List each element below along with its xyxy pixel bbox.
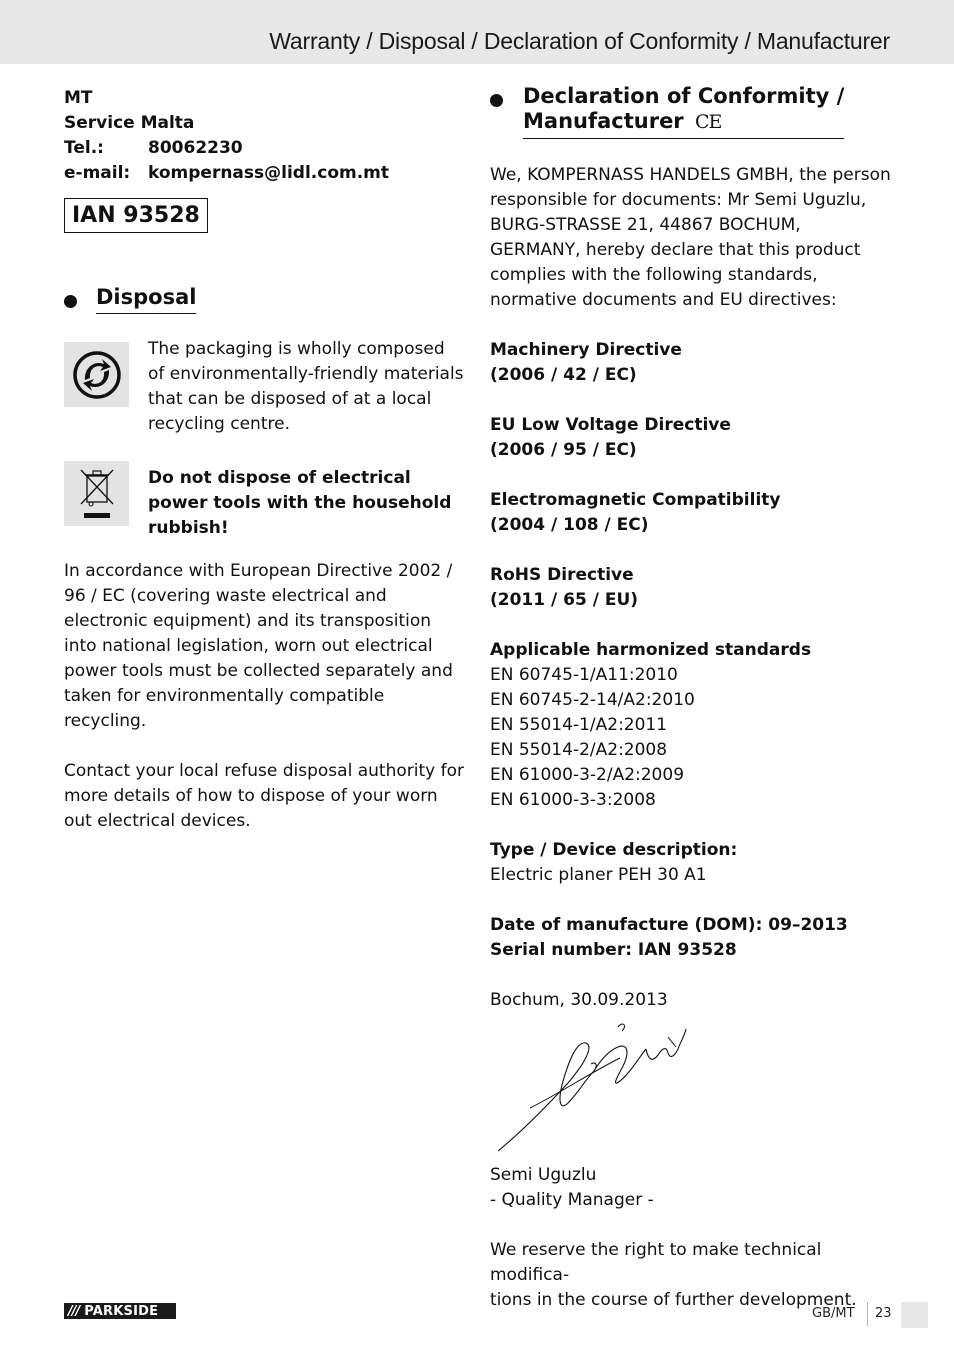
page-title: Warranty / Disposal / Declaration of Conformity / Manufacturer [269, 28, 890, 54]
directive-name: Electromagnetic Compatibility [490, 490, 781, 510]
directive-machinery [490, 338, 895, 388]
directive-emc [490, 488, 895, 538]
signature [490, 1013, 895, 1163]
crossed-bin-icon [64, 461, 129, 526]
type-label: Type / Device description: [490, 840, 738, 860]
directive-name: Machinery Directive [490, 340, 682, 360]
directive-name: RoHS Directive [490, 565, 634, 585]
signer-role: - Quality Manager - [490, 1190, 654, 1210]
declaration-title-line1: Declaration of Conformity / [523, 84, 845, 108]
left-column [64, 86, 464, 834]
footer-language: GB/MT [812, 1306, 855, 1321]
logo-brand: PARKSIDE [84, 1303, 159, 1319]
directive-rohs [490, 563, 895, 613]
email-label: e-mail: [64, 163, 131, 183]
footer-tab [901, 1302, 928, 1328]
directive-code: (2011 / 65 / EU) [490, 590, 639, 610]
recycling-icon [64, 342, 129, 407]
logo-slashes: /// [68, 1303, 80, 1319]
place-date: Bochum, 30.09.2013 [490, 990, 668, 1010]
standard-item: EN 61000-3-2/A2:2009 [490, 765, 685, 785]
parkside-logo [64, 1303, 176, 1319]
declaration-title-line2: Manufacturer [523, 109, 684, 133]
page-number: 23 [875, 1306, 892, 1321]
weee-row [64, 461, 464, 541]
tel-label: Tel.: [64, 138, 104, 158]
declaration-intro: We, KOMPERNASS HANDELS GMBH, the person responsible for documents: Mr Semi Uguzlu, BURG-STRASSE 21, 44867 BOCHUM, GERMANY, hereby declare that this product complies with the following standards, normative documents and EU directives: [490, 165, 891, 310]
contact-service: Service Malta [64, 113, 195, 133]
directive-code: (2006 / 95 / EC) [490, 440, 637, 460]
reserve-note-line1: We reserve the right to make technical modifica- [490, 1240, 822, 1285]
contact-tel-row [64, 136, 464, 161]
declaration-heading [490, 84, 895, 139]
standard-item: EN 55014-1/A2:2011 [490, 715, 668, 735]
bullet-icon [490, 94, 503, 107]
directive-code: (2006 / 42 / EC) [490, 365, 637, 385]
contact-email-row [64, 161, 464, 186]
right-column [490, 84, 895, 1313]
page-header [0, 0, 954, 64]
standard-item: EN 55014-2/A2:2008 [490, 740, 668, 760]
directive-code: (2004 / 108 / EC) [490, 515, 649, 535]
ce-mark-icon: CE [694, 111, 722, 133]
standards-title: Applicable harmonized standards [490, 640, 812, 660]
packaging-text: The packaging is wholly composed of environmentally-friendly materials that can be disposed of at a local recycling centre. [148, 339, 464, 434]
standard-item: EN 61000-3-3:2008 [490, 790, 656, 810]
reserve-note-line2: tions in the course of further development. [490, 1290, 857, 1310]
standard-item: EN 60745-1/A11:2010 [490, 665, 678, 685]
bullet-icon [64, 295, 77, 308]
contact-block [64, 86, 464, 186]
disposal-heading [64, 285, 464, 314]
disposal-title: Disposal [96, 285, 196, 314]
declaration-title [523, 84, 844, 139]
directive-name: EU Low Voltage Directive [490, 415, 731, 435]
standards-list [490, 663, 895, 813]
directive-low-voltage [490, 413, 895, 463]
tel-value: 80062230 [148, 138, 243, 158]
contact-country: MT [64, 88, 93, 108]
declaration-title-line2-wrap [523, 109, 844, 135]
serial-number: Serial number: IAN 93528 [490, 940, 737, 960]
disposal-paragraph-2: Contact your local refuse disposal authority for more details of how to dispose of your worn out electrical devices. [64, 761, 464, 831]
type-value: Electric planer PEH 30 A1 [490, 865, 707, 885]
disposal-paragraph-1: In accordance with European Directive 2002 / 96 / EC (covering waste electrical and electronic equipment) and its transposition into national legislation, worn out electrical power tools must be collected separately and taken for environmentally compatible recycling. [64, 561, 453, 731]
warning-text: Do not dispose of electrical power tools with the household rubbish! [148, 468, 452, 538]
standard-item: EN 60745-2-14/A2:2010 [490, 690, 695, 710]
footer-divider [867, 1302, 868, 1326]
email-value: kompernass@lidl.com.mt [148, 163, 390, 183]
signer-name: Semi Uguzlu [490, 1165, 597, 1185]
date-of-manufacture: Date of manufacture (DOM): 09–2013 [490, 915, 848, 935]
packaging-row [64, 339, 464, 437]
ian-box: IAN 93528 [64, 198, 208, 233]
